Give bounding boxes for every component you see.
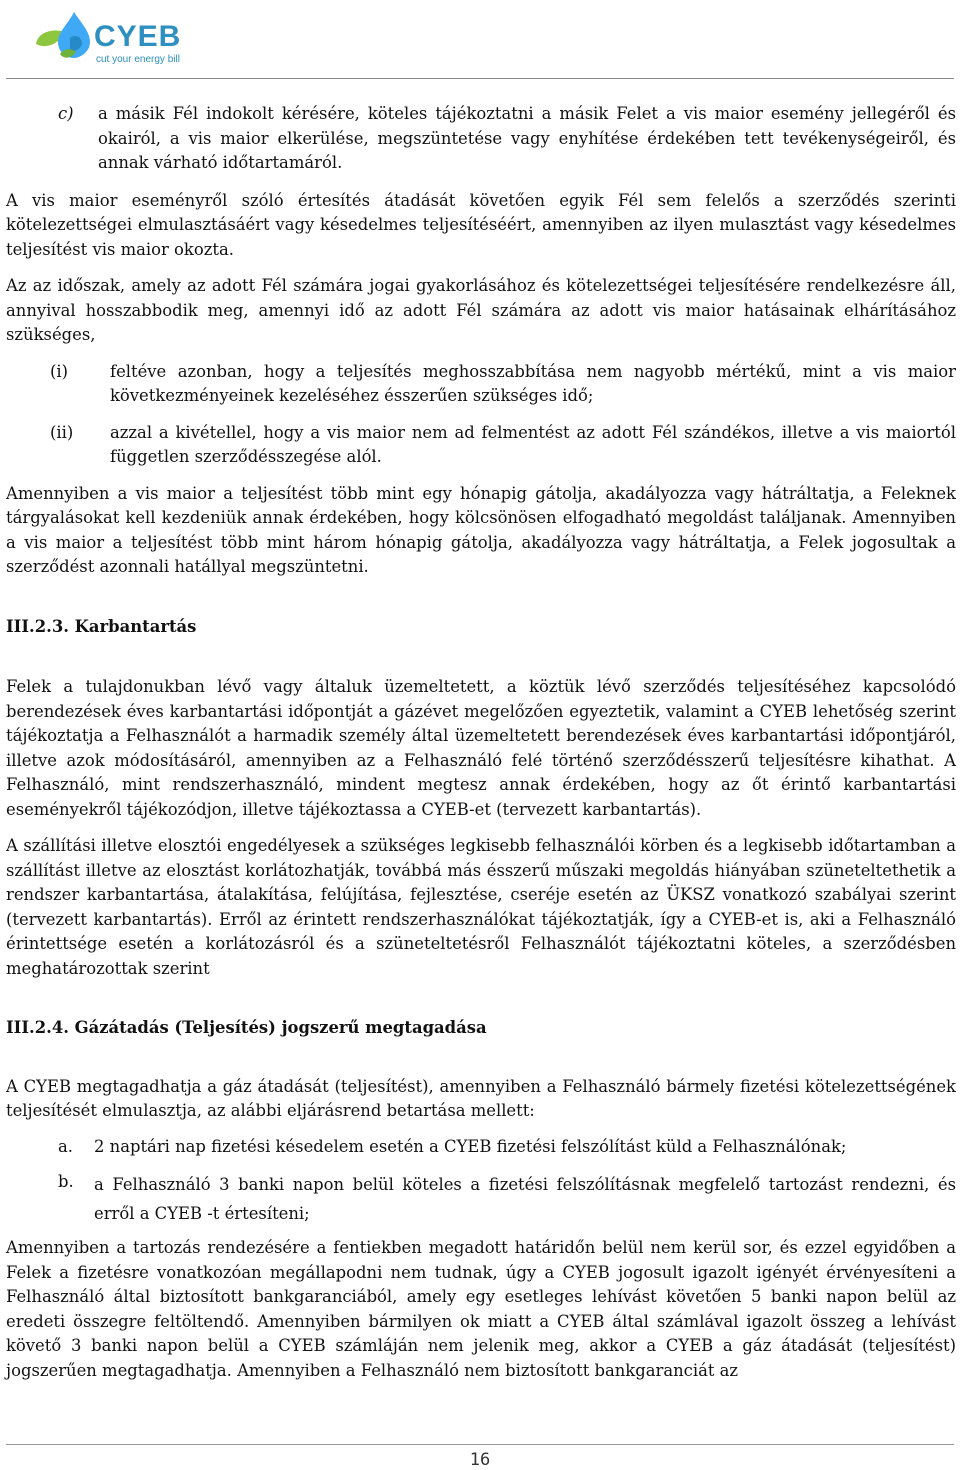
item-c-label: c) [58, 104, 74, 123]
sub-item-ii-text: azzal a kivétellel, hogy a vis maior nem ad felmentést az adott Fél szándékos, illetve a vis maiortól független szerződésszegése alól. [110, 422, 956, 466]
logo-name: CYEB [94, 20, 182, 53]
cyeb-logo [30, 8, 200, 76]
logo-tagline: cut your energy bill [96, 54, 180, 65]
sub-item-ii-label: (ii) [50, 422, 74, 442]
paragraph-notice: A vis maior eseményről szóló értesítés átadását követően egyik Fél sem felelős a szerződés szerinti kötelezettségei elmulasztásáért vagy késedelmes teljesítéséért, amennyiben az ilyen mulasztást vagy késedelmes teljesítést vis maior okozta. [6, 190, 956, 259]
paragraph-termination: Amennyiben a vis maior a teljesítést több mint egy hónapig gátolja, akadályozza vagy hátráltatja, a Feleknek tárgyalásokat kell kezdeniük annak érdekében, hogy kölcsönösen elfogadható megoldást találjanak. Amennyiben a vis maior a teljesítést több mint három hónapig gátolja, akadályozza vagy hátráltatja, a Felek jogosultak a szerződést azonnali hatállyal megszüntetni. [6, 483, 956, 576]
paragraph-bank-guarantee: Amennyiben a tartozás rendezésére a fentiekben megadott határidőn belül nem kerül sor, és ezzel egyidőben a Felek a fizetésre vonatkozóan megállapodni nem tudnak, úgy a CYEB jogosult igazolt igényét érvényesíteni a Felhasználó által biztosított bankgaranciából, amely egy esetleges lehívást követően 5 banki napon belül az eredeti összegre feltöltendő. Amennyiben bármilyen ok miatt a CYEB által számlával igazolt összeg a lehívást követő 3 banki napon belül a CYEB számláján nem jelenik meg, akkor a CYEB a gáz átadását (teljesítést) jogszerűen megtagadhatja. Amennyiben a Felhasználó nem biztosított bankgaranciát az [6, 1238, 956, 1380]
sub-item-ii [6, 421, 956, 470]
heading-delivery-refusal: III.2.4. Gázátadás (Teljesítés) jogszerű megtagadása [6, 1018, 487, 1037]
sub-item-i-text: feltéve azonban, hogy a teljesítés meghosszabbítása nem nagyobb mértékű, mint a vis maior következményeinek kezeléséhez ésszerűen szükséges idő; [110, 361, 956, 405]
paragraph-maintenance-schedule: Felek a tulajdonukban lévő vagy általuk üzemeltetett, a köztük lévő szerződés teljesítéséhez kapcsolódó berendezések éves karbantartási időpontját a gázévet megelőzően egyeztetik, valamint a CYEB lehetőség szerint tájékoztatja a Felhasználót a harmadik személy által üzemeltetett berendezések éves karbantartási időpontjáról, illetve azok módosításáról, amennyiben az a Felhasználó felé történő szerződésszerű teljesítésre kihathat. A Felhasználó, mint rendszerhasználó, mindent megtesz annak érdekében, hogy az őt érintő karbantartási eseményekről tájékozódjon, illetve tájékoztassa a CYEB-et (tervezett karbantartás). [6, 677, 956, 819]
paragraph-distribution-limits: A szállítási illetve elosztói engedélyesek a szükséges legkisebb felhasználói körben és a legkisebb időtartamban a szállítást illetve az elosztást korlátozhatják, továbbá más ésszerű műszaki megoldás hiányában szüneteltethetik a rendszer karbantartása, átalakítása, felújítása, fejlesztése, cseréje esetén az ÜKSZ vonatkozó szabályai szerint (tervezett karbantartás). Erről az érintett rendszerhasználókat tájékoztatják, így a CYEB-et is, aki a Felhasználó érintettsége esetén a korlátozásról és a szüneteltetésről Felhasználót tájékoztatni köteles, a szerződésben meghatározottak szerint [6, 836, 956, 978]
header-divider [6, 78, 954, 79]
list-item-b-text: a Felhasználó 3 banki napon belül köteles a fizetési felszólításnak megfelelő tartozást rendezni, és erről a CYEB -t értesíteni; [94, 1175, 956, 1223]
list-item-a-text: 2 naptári nap fizetési késedelem esetén a CYEB fizetési felszólítást küld a Felhasználónak; [94, 1136, 847, 1156]
sub-item-i [6, 360, 956, 409]
paragraph-time-period: Az az időszak, amely az adott Fél számára jogai gyakorlásához és kötelezettségei teljesítésére rendelkezésre áll, annyival hosszabbodik meg, amennyi idő az adott Fél számára az adott vis maior hatásainak elhárításához szükséges, [6, 276, 956, 344]
paragraph-refusal-intro: A CYEB megtagadhatja a gáz átadását (teljesítést), amennyiben a Felhasználó bármely fizetési kötelezettségének teljesítését elmulasztja, az alábbi eljárásrend betartása mellett: [6, 1076, 956, 1120]
heading-maintenance: III.2.3. Karbantartás [6, 616, 197, 636]
list-item-c [6, 102, 956, 176]
page-number: 16 [469, 1450, 491, 1470]
document-body [6, 102, 956, 1383]
list-item-b [6, 1170, 956, 1228]
item-c-text: a másik Fél indokolt kérésére, köteles tájékoztatni a másik Felet a vis maior esemény jellegéről és okairól, a vis maior elkerülése, megszüntetése vagy enyhítése érdekében tett tevékenységeiről, és annak várható időtartamáról. [98, 104, 956, 172]
footer-divider [6, 1444, 954, 1445]
list-item-a [6, 1135, 956, 1160]
sub-item-i-label: (i) [50, 361, 69, 381]
list-item-b-label: b. [58, 1172, 74, 1191]
list-item-a-label: a. [58, 1136, 73, 1156]
